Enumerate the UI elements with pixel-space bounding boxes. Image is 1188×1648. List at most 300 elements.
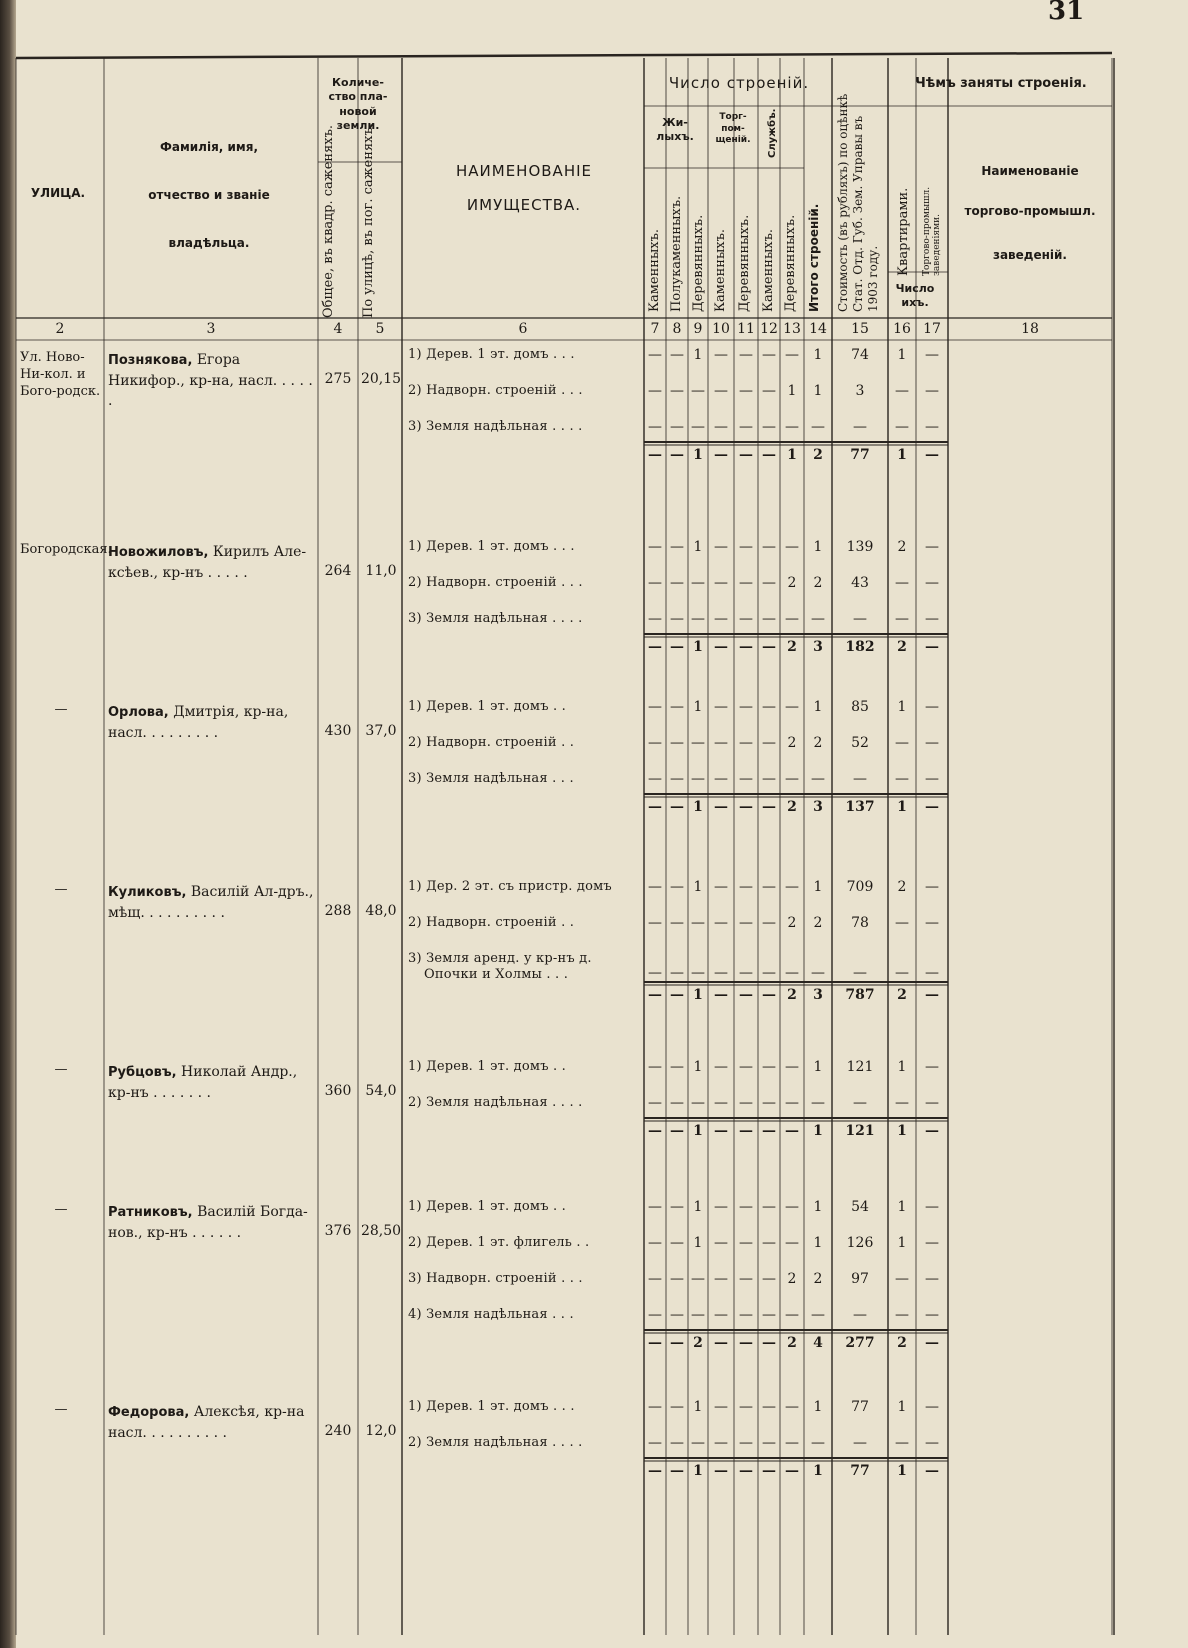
total-value: 2 [897, 1335, 907, 1351]
total-value: — [925, 1335, 939, 1351]
cell-value: 78 [851, 915, 869, 931]
total-value: — [714, 1123, 728, 1139]
cell-value: 2 [813, 735, 823, 751]
cell-value: 1 [693, 1199, 703, 1215]
total-value: 2 [787, 799, 797, 815]
cell-value: — [925, 771, 939, 787]
owner-name [108, 882, 314, 923]
column-number: 17 [923, 321, 941, 337]
cell-value: — [670, 575, 684, 591]
cell-value: — [670, 699, 684, 715]
cell-value: — [739, 771, 753, 787]
cell-value: — [925, 1271, 939, 1287]
cell-value: — [648, 771, 662, 787]
cell-value: — [648, 699, 662, 715]
cell-value: — [925, 965, 939, 981]
cell-value: — [853, 1095, 867, 1111]
cell-value: 74 [851, 347, 869, 363]
owner-surname: Орлова, [108, 705, 169, 720]
header-total-buildings: Итого строеній. [807, 203, 821, 312]
total-value: — [670, 1123, 684, 1139]
page-number: 31 [1048, 0, 1085, 26]
cell-value: — [762, 1271, 776, 1287]
cell-value: — [739, 1059, 753, 1075]
property-item: 2) Надворн. строеній . . [408, 915, 575, 930]
header-service: Службъ. [767, 108, 778, 158]
column-number: 16 [893, 321, 911, 337]
cell-value: — [762, 1199, 776, 1215]
total-value: 1 [693, 1123, 703, 1139]
cell-value: — [670, 1199, 684, 1215]
cell-value: — [762, 1307, 776, 1323]
total-value: — [714, 1463, 728, 1479]
total-value: 2 [787, 987, 797, 1003]
header-stone-trade: Каменныхъ. [713, 228, 728, 312]
header-owner-1: Фамилія, имя, [159, 140, 259, 154]
cell-value: 1 [813, 1199, 823, 1215]
cell-value: 1 [787, 383, 797, 399]
total-value: 2 [897, 639, 907, 655]
cell-value: — [714, 611, 728, 627]
total-value: 2 [813, 447, 823, 463]
property-item: 1) Дерев. 1 эт. домъ . . [408, 1059, 567, 1074]
cell-value: — [714, 539, 728, 555]
cell-value: — [648, 965, 662, 981]
cell-value: — [691, 1271, 705, 1287]
total-value: 1 [693, 447, 703, 463]
cell-value: — [925, 1235, 939, 1251]
cell-value: — [785, 539, 799, 555]
cell-value: 2 [787, 575, 797, 591]
cell-value: 1 [897, 1199, 907, 1215]
total-value: — [925, 799, 939, 815]
total-value: — [714, 987, 728, 1003]
header-value-box [834, 84, 890, 314]
cell-value: — [925, 1095, 939, 1111]
column-number: 3 [206, 321, 216, 337]
total-value: 2 [897, 987, 907, 1003]
property-item: 3) Земля надѣльная . . . . [408, 419, 583, 434]
cell-value: — [895, 735, 909, 751]
cell-value: — [648, 419, 662, 435]
cell-value: — [895, 1307, 909, 1323]
owner-details: Алексѣя, кр-на насл. . . . . . . . . . [108, 1404, 305, 1441]
cell-value: — [785, 771, 799, 787]
total-value: — [785, 1123, 799, 1139]
cell-value: — [648, 1271, 662, 1287]
total-value: — [762, 987, 776, 1003]
land-area: 240 [324, 1423, 352, 1439]
cell-value: — [691, 1307, 705, 1323]
property-item: 1) Дерев. 1 эт. домъ . . . [408, 1399, 575, 1414]
column-number: 9 [693, 321, 703, 337]
cell-value: 1 [897, 347, 907, 363]
cell-value: — [762, 1095, 776, 1111]
cell-value: — [714, 879, 728, 895]
cell-value: — [811, 1307, 825, 1323]
cell-value: — [714, 419, 728, 435]
owner-surname: Ратниковъ, [108, 1205, 193, 1220]
property-item-cont: Опочки и Холмы . . . [424, 967, 569, 982]
cell-value: — [925, 1435, 939, 1451]
street-name: Богородская. [20, 542, 112, 557]
cell-value: — [762, 1059, 776, 1075]
cell-value: 126 [846, 1235, 874, 1251]
cell-value: — [925, 1199, 939, 1215]
total-value: 787 [845, 987, 875, 1003]
total-value: — [648, 1463, 662, 1479]
street-name: — [54, 1062, 68, 1077]
cell-value: — [670, 915, 684, 931]
cell-value: 54 [851, 1199, 869, 1215]
street-name: — [54, 702, 68, 717]
total-value: — [739, 987, 753, 1003]
owner-surname: Новожиловъ, [108, 545, 209, 560]
header-trade-estab: Торгово-промышл. заведеніями. [922, 186, 942, 276]
cell-value: — [714, 771, 728, 787]
cell-value: 1 [813, 1235, 823, 1251]
cell-value: 1 [897, 1399, 907, 1415]
cell-value: — [739, 347, 753, 363]
cell-value: 2 [813, 1271, 823, 1287]
cell-value: — [714, 347, 728, 363]
cell-value: — [762, 383, 776, 399]
total-value: 137 [845, 799, 875, 815]
property-item: 1) Дерев. 1 эт. домъ . . [408, 1199, 567, 1214]
property-item: 2) Земля надѣльная . . . . [408, 1435, 583, 1450]
cell-value: — [785, 1307, 799, 1323]
total-value: 1 [897, 799, 907, 815]
column-number: 7 [650, 321, 660, 337]
cell-value: — [785, 347, 799, 363]
cell-value: — [739, 419, 753, 435]
cell-value: — [895, 611, 909, 627]
total-value: — [739, 1123, 753, 1139]
cell-value: — [648, 383, 662, 399]
cell-value: — [739, 1271, 753, 1287]
cell-value: 139 [846, 539, 874, 555]
cell-value: — [714, 735, 728, 751]
cell-value: 2 [813, 575, 823, 591]
owner-name [108, 1202, 314, 1243]
land-area: 264 [324, 563, 352, 579]
cell-value: — [925, 915, 939, 931]
owner-details: Василій Ал-дръ., мѣщ. . . . . . . . . . [108, 884, 314, 921]
cell-value: — [739, 1307, 753, 1323]
cell-value: — [670, 879, 684, 895]
property-item: 1) Дерев. 1 эт. домъ . . . [408, 539, 575, 554]
owner-name [108, 542, 314, 583]
cell-value: — [739, 965, 753, 981]
total-value: — [739, 799, 753, 815]
total-value: 77 [850, 1463, 870, 1479]
cell-value: — [714, 1235, 728, 1251]
cell-value: — [739, 879, 753, 895]
cell-value: — [648, 539, 662, 555]
cell-value: — [739, 1199, 753, 1215]
total-value: — [670, 1463, 684, 1479]
header-owner-3: владѣльца. [168, 236, 250, 250]
column-number: 8 [672, 321, 682, 337]
total-value: — [925, 987, 939, 1003]
cell-value: — [714, 1199, 728, 1215]
cell-value: 2 [897, 539, 907, 555]
header-land-street: По улицѣ, въ пог. саженяхъ. [361, 123, 376, 318]
total-value: 3 [813, 799, 823, 815]
cell-value: — [785, 611, 799, 627]
header-stone-service: Каменныхъ. [761, 228, 776, 312]
cell-value: — [691, 611, 705, 627]
cell-value: 1 [693, 879, 703, 895]
cell-value: — [670, 1435, 684, 1451]
cell-value: — [925, 879, 939, 895]
total-value: — [762, 447, 776, 463]
cell-value: 1 [693, 1399, 703, 1415]
cell-value: 1 [813, 383, 823, 399]
street-frontage: 48,0 [365, 903, 397, 919]
cell-value: — [811, 771, 825, 787]
cell-value: — [925, 347, 939, 363]
total-value: — [762, 1335, 776, 1351]
total-value: — [739, 447, 753, 463]
cell-value: — [853, 1307, 867, 1323]
cell-value: 3 [855, 383, 865, 399]
street-name: — [54, 1402, 68, 1417]
owner-details: Николай Андр., кр-нъ . . . . . . . [108, 1064, 298, 1101]
property-item: 2) Дерев. 1 эт. флигель . . [408, 1235, 590, 1250]
cell-value: — [762, 575, 776, 591]
cell-value: — [691, 419, 705, 435]
cell-value: — [739, 611, 753, 627]
cell-value: — [785, 1095, 799, 1111]
street-frontage: 20,15 [360, 371, 402, 387]
header-property-1: НАИМЕНОВАНІЕ [456, 162, 592, 180]
cell-value: — [670, 419, 684, 435]
total-value: 1 [813, 1123, 823, 1139]
total-value: 182 [845, 639, 875, 655]
street-name: Ул. Ново-Ни-кол. и Бого-родск. [20, 350, 101, 399]
cell-value: 1 [897, 1235, 907, 1251]
cell-value: — [925, 1399, 939, 1415]
cell-value: — [762, 611, 776, 627]
cell-value: — [648, 347, 662, 363]
total-value: 2 [787, 1335, 797, 1351]
total-value: — [925, 639, 939, 655]
cell-value: — [739, 1095, 753, 1111]
total-value: — [762, 1463, 776, 1479]
header-trade-name-1: Наименованіе [981, 164, 1079, 178]
total-value: — [670, 639, 684, 655]
street-name: — [54, 882, 68, 897]
cell-value: — [691, 1095, 705, 1111]
cell-value: — [691, 965, 705, 981]
total-value: 1 [897, 1123, 907, 1139]
land-area: 376 [324, 1223, 352, 1239]
total-value: — [648, 987, 662, 1003]
cell-value: — [762, 419, 776, 435]
cell-value: 85 [851, 699, 869, 715]
cell-value: — [670, 383, 684, 399]
cell-value: — [714, 699, 728, 715]
cell-value: — [811, 1435, 825, 1451]
cell-value: 1 [897, 699, 907, 715]
cell-value: — [648, 575, 662, 591]
cell-value: — [925, 539, 939, 555]
cell-value: — [691, 771, 705, 787]
street-frontage: 12,0 [365, 1423, 397, 1439]
cell-value: — [670, 1399, 684, 1415]
cell-value: — [925, 611, 939, 627]
cell-value: — [785, 879, 799, 895]
total-value: 1 [897, 447, 907, 463]
column-number: 10 [712, 321, 730, 337]
cell-value: — [670, 347, 684, 363]
cell-value: — [895, 419, 909, 435]
cell-value: — [670, 1059, 684, 1075]
column-number: 12 [760, 321, 778, 337]
land-area: 360 [324, 1083, 352, 1099]
cell-value: — [739, 735, 753, 751]
property-item: 2) Земля надѣльная . . . . [408, 1095, 583, 1110]
cell-value: 1 [897, 1059, 907, 1075]
cell-value: — [739, 575, 753, 591]
cell-value: — [853, 419, 867, 435]
total-value: 2 [693, 1335, 703, 1351]
column-number: 15 [851, 321, 869, 337]
cell-value: — [691, 575, 705, 591]
cell-value: 1 [813, 879, 823, 895]
total-value: — [714, 1335, 728, 1351]
cell-value: — [925, 735, 939, 751]
cell-value: 2 [813, 915, 823, 931]
cell-value: — [895, 1271, 909, 1287]
cell-value: — [714, 1399, 728, 1415]
cell-value: 43 [851, 575, 869, 591]
column-number: 2 [55, 321, 65, 337]
total-value: 1 [897, 1463, 907, 1479]
owner-details: Дмитрія, кр-на, насл. . . . . . . . . [108, 704, 289, 741]
cell-value: — [648, 915, 662, 931]
total-value: — [670, 1335, 684, 1351]
total-value: — [739, 1463, 753, 1479]
cell-value: — [853, 1435, 867, 1451]
total-value: — [739, 639, 753, 655]
total-value: — [714, 639, 728, 655]
cell-value: 1 [693, 539, 703, 555]
total-value: 3 [813, 987, 823, 1003]
cell-value: — [670, 1095, 684, 1111]
cell-value: 2 [787, 915, 797, 931]
cell-value: — [648, 1435, 662, 1451]
cell-value: 1 [693, 1235, 703, 1251]
total-value: — [648, 1335, 662, 1351]
total-value: — [648, 799, 662, 815]
top-border [16, 53, 1112, 58]
cell-value: 77 [851, 1399, 869, 1415]
total-value: — [648, 1123, 662, 1139]
total-value: 1 [693, 1463, 703, 1479]
cell-value: 1 [813, 1059, 823, 1075]
cell-value: — [670, 1307, 684, 1323]
cell-value: — [739, 1435, 753, 1451]
cell-value: 2 [897, 879, 907, 895]
header-buildings: Число строеній. [668, 74, 810, 92]
cell-value: — [925, 419, 939, 435]
total-value: 4 [813, 1335, 823, 1351]
property-item: 1) Дерев. 1 эт. домъ . . [408, 699, 567, 714]
street-frontage: 37,0 [365, 723, 397, 739]
cell-value: — [785, 419, 799, 435]
cell-value: 1 [813, 347, 823, 363]
property-item: 2) Надворн. строеній . . . [408, 575, 583, 590]
column-number: 5 [375, 321, 385, 337]
cell-value: — [785, 1199, 799, 1215]
cell-value: — [925, 1059, 939, 1075]
street-frontage: 54,0 [365, 1083, 397, 1099]
total-value: — [670, 799, 684, 815]
header-wooden-trade: Деревянныхъ. [737, 214, 752, 312]
cell-value: — [785, 1235, 799, 1251]
cell-value: — [691, 1435, 705, 1451]
cell-value: — [739, 1399, 753, 1415]
owner-details: Кирилъ Але-ксѣев., кр-нъ . . . . . [108, 544, 307, 581]
cell-value: — [648, 1235, 662, 1251]
cell-value: 52 [851, 735, 869, 751]
cell-value: — [691, 915, 705, 931]
total-value: — [714, 447, 728, 463]
property-item: 1) Дерев. 1 эт. домъ . . . [408, 347, 575, 362]
cell-value: — [785, 1435, 799, 1451]
owner-surname: Познякова, [108, 353, 193, 368]
cell-value: — [895, 1435, 909, 1451]
header-halfstone-living: Полукаменныхъ. [669, 195, 684, 312]
cell-value: — [785, 965, 799, 981]
cell-value: — [739, 699, 753, 715]
total-value: — [670, 447, 684, 463]
cell-value: — [670, 1271, 684, 1287]
header-apartments: Квартирами. [896, 187, 911, 276]
cell-value: 1 [693, 699, 703, 715]
cell-value: — [648, 735, 662, 751]
cell-value: 1 [813, 539, 823, 555]
street-frontage: 11,0 [365, 563, 397, 579]
cell-value: — [895, 383, 909, 399]
total-value: 1 [813, 1463, 823, 1479]
header-trade-name-2: торгово-промышл. [964, 204, 1096, 218]
cell-value: — [762, 735, 776, 751]
total-value: 77 [850, 447, 870, 463]
cell-value: — [762, 965, 776, 981]
total-value: — [762, 639, 776, 655]
cell-value: — [895, 915, 909, 931]
land-area: 275 [324, 371, 352, 387]
total-value: 1 [693, 639, 703, 655]
total-value: 3 [813, 639, 823, 655]
cell-value: — [853, 771, 867, 787]
cell-value: — [925, 699, 939, 715]
cell-value: — [714, 965, 728, 981]
cell-value: — [762, 347, 776, 363]
cell-value: — [762, 539, 776, 555]
cell-value: — [895, 575, 909, 591]
cell-value: 1 [813, 699, 823, 715]
cell-value: — [785, 1059, 799, 1075]
cell-value: — [714, 1435, 728, 1451]
owner-name [108, 702, 314, 743]
total-value: 1 [787, 447, 797, 463]
total-value: — [739, 1335, 753, 1351]
total-value: 1 [693, 799, 703, 815]
